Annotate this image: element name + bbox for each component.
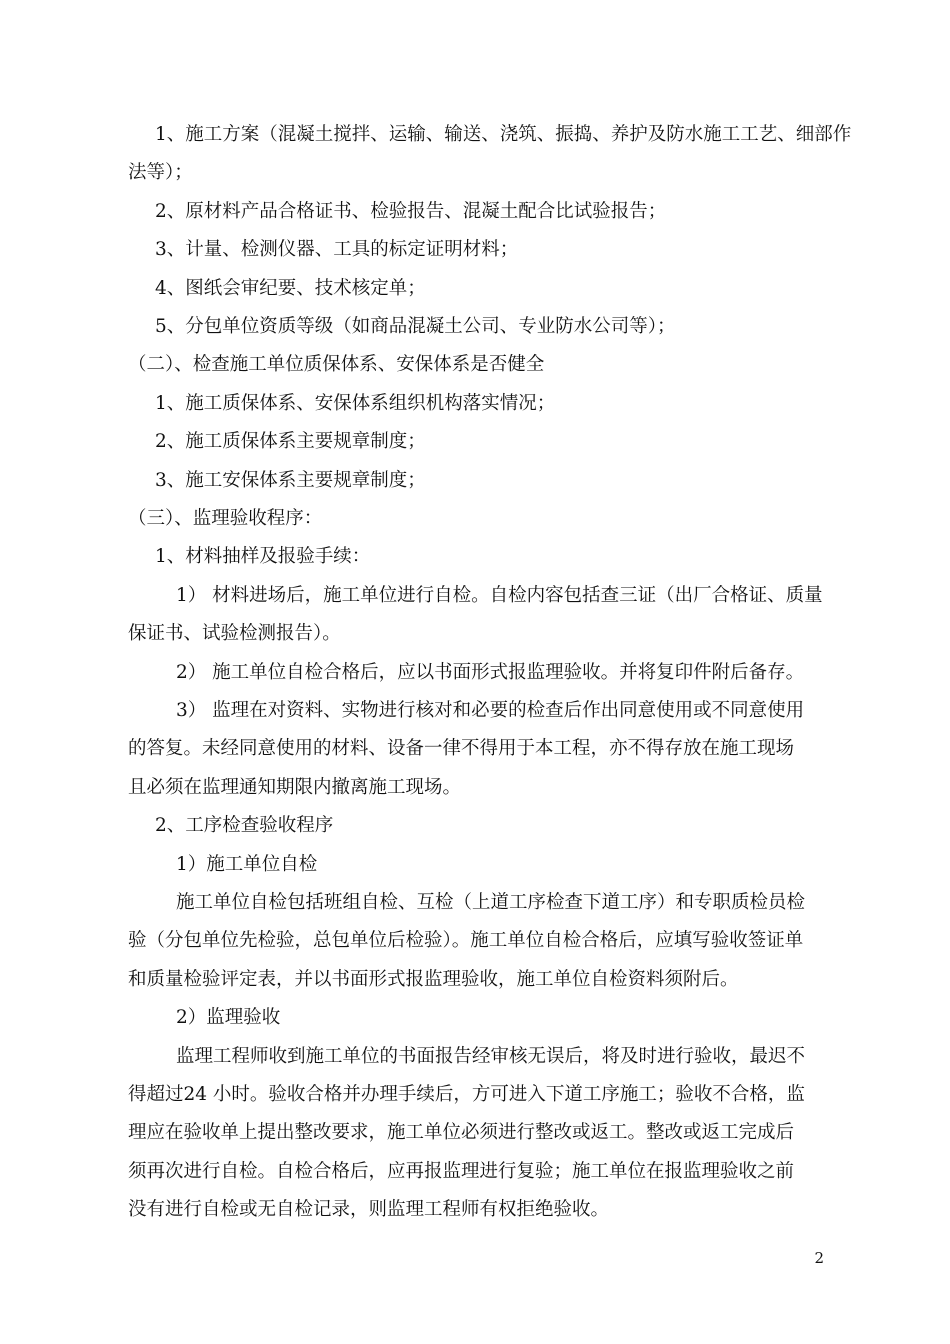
text-line: 得超过24 小时。验收合格并办理手续后，方可进入下道工序施工；验收不合格，监 [128,1084,805,1105]
text-line: 2、原材料产品合格证书、检验报告、混凝土配合比试验报告； [155,201,667,222]
text-line: 法等）； [128,162,193,183]
text-line: 1、施工质保体系、安保体系组织机构落实情况； [155,393,556,414]
text-line: 监理工程师收到施工单位的书面报告经审核无误后，将及时进行验收，最迟不 [176,1046,806,1067]
text-line: 1） 材料进场后，施工单位进行自检。自检内容包括查三证（出厂合格证、质量 [176,585,823,606]
text-line: 1）施工单位自检 [176,854,318,875]
text-line: 须再次进行自检。自检合格后，应再报监理进行复验；施工单位在报监理验收之前 [128,1161,795,1182]
text-line: 和质量检验评定表，并以书面形式报监理验收，施工单位自检资料须附后。 [128,969,739,990]
text-line: 1、材料抽样及报验手续： [155,546,371,567]
text-line: 4、图纸会审纪要、技术核定单； [155,278,426,299]
text-line: 保证书、试验检测报告）。 [128,623,341,644]
section-heading: （三）、监理验收程序： [128,508,323,529]
text-line: 验（分包单位先检验，总包单位后检验）。施工单位自检合格后，应填写验收签证单 [128,930,804,951]
text-line: 3、计量、检测仪器、工具的标定证明材料； [155,239,519,260]
page-number: 2 [814,1249,824,1267]
text-line: 2）监理验收 [176,1007,281,1028]
text-line: 1、施工方案（混凝土搅拌、运输、输送、浇筑、振捣、养护及防水施工工艺、细部作 [155,124,852,145]
text-line: 2） 施工单位自检合格后，应以书面形式报监理验收。并将复印件附后备存。 [176,662,805,683]
text-line: 理应在验收单上提出整改要求，施工单位必须进行整改或返工。整改或返工完成后 [128,1122,795,1143]
text-line: 施工单位自检包括班组自检、互检（上道工序检查下道工序）和专职质检员检 [176,892,806,913]
text-line: 没有进行自检或无自检记录，则监理工程师有权拒绝验收。 [128,1199,610,1220]
text-line: 且必须在监理通知期限内撤离施工现场。 [128,777,462,798]
text-line: 的答复。未经同意使用的材料、设备一律不得用于本工程，亦不得存放在施工现场 [128,738,795,759]
section-heading: （二）、检查施工单位质保体系、安保体系是否健全 [128,354,545,375]
text-line: 3） 监理在对资料、实物进行核对和必要的检查后作出同意使用或不同意使用 [176,700,805,721]
text-line: 5、分包单位资质等级（如商品混凝土公司、专业防水公司等）； [155,316,676,337]
text-line: 3、施工安保体系主要规章制度； [155,470,426,491]
text-line: 2、工序检查验收程序 [155,815,334,836]
text-line: 2、施工质保体系主要规章制度； [155,431,426,452]
